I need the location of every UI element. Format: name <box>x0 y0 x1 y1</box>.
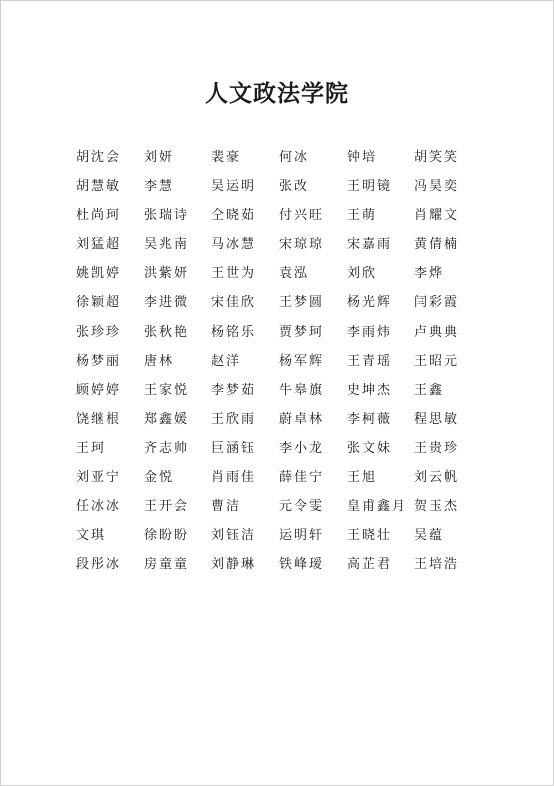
student-name: 马冰慧 <box>211 237 257 253</box>
student-name: 宋佳欣 <box>211 295 257 311</box>
student-name: 吴运明 <box>211 179 257 195</box>
student-name: 胡笑笑 <box>414 150 460 165</box>
student-name: 李进微 <box>144 295 190 311</box>
student-name: 程思敏 <box>414 411 460 427</box>
student-name: 王旭 <box>347 470 378 486</box>
student-name: 裴豪 <box>211 150 242 165</box>
student-name: 李梦茹 <box>211 382 257 398</box>
student-name: 刘猛超 <box>76 237 122 253</box>
student-name: 齐志帅 <box>144 440 190 456</box>
student-name: 蔚卓林 <box>279 411 325 427</box>
student-name: 元令雯 <box>279 499 325 515</box>
student-name: 唐林 <box>144 353 175 369</box>
student-name: 肖雨佳 <box>211 470 257 486</box>
student-name: 吴蕴 <box>414 528 445 544</box>
student-name: 饶继根 <box>76 411 122 427</box>
student-name: 薛佳宁 <box>279 470 325 486</box>
student-name: 王梦圆 <box>279 295 325 311</box>
student-name: 杨铭乐 <box>211 324 257 340</box>
student-name: 宋琼琼 <box>279 237 325 253</box>
student-name: 刘静琳 <box>211 557 257 573</box>
student-name: 李小龙 <box>279 440 325 456</box>
student-name: 刘妍 <box>144 150 175 165</box>
student-name: 顾婷婷 <box>76 382 122 398</box>
student-name: 胡慧敏 <box>76 179 122 195</box>
student-name: 洪紫妍 <box>144 266 190 282</box>
student-name: 杜尚珂 <box>76 208 122 224</box>
student-name: 李雨炜 <box>347 324 393 340</box>
student-name: 王珂 <box>76 440 107 456</box>
student-name: 任冰冰 <box>76 499 122 515</box>
student-name: 刘欣 <box>347 266 378 282</box>
student-name: 杨军辉 <box>279 353 325 369</box>
student-name: 贾梦珂 <box>279 324 325 340</box>
student-name: 房童童 <box>144 557 190 573</box>
student-name: 巨涵钰 <box>211 440 257 456</box>
student-name: 刘云帆 <box>414 470 460 486</box>
student-name: 皇甫鑫月 <box>347 499 408 515</box>
student-name: 王晓壮 <box>347 528 393 544</box>
student-name: 王培浩 <box>414 557 460 573</box>
student-name: 徐盼盼 <box>144 528 190 544</box>
student-name: 牛皋旗 <box>279 382 325 398</box>
student-name: 段彤冰 <box>76 557 122 573</box>
student-name: 高芷君 <box>347 557 393 573</box>
student-name: 铁峰瑷 <box>279 557 325 573</box>
student-name: 付兴旺 <box>279 208 325 224</box>
student-name: 曹洁 <box>211 499 242 515</box>
student-name: 李柯薇 <box>347 411 393 427</box>
student-name: 刘钰洁 <box>211 528 257 544</box>
student-name: 吴兆南 <box>144 237 190 253</box>
student-name: 李烨 <box>414 266 445 282</box>
student-name: 王欣雨 <box>211 411 257 427</box>
student-name: 王鑫 <box>414 382 445 398</box>
student-name: 杨光辉 <box>347 295 393 311</box>
student-name: 李慧 <box>144 179 175 195</box>
student-name: 张改 <box>279 179 310 195</box>
student-name: 王家悦 <box>144 382 190 398</box>
student-name: 何冰 <box>279 150 310 165</box>
student-name: 王青瑶 <box>347 353 393 369</box>
student-name: 贺玉杰 <box>414 499 460 515</box>
student-name: 闫彩霞 <box>414 295 460 311</box>
student-name: 冯昊奕 <box>414 179 460 195</box>
student-name: 文琪 <box>76 528 107 544</box>
student-name: 王明镜 <box>347 179 393 195</box>
student-name: 宋嘉雨 <box>347 237 393 253</box>
student-name: 黄倩楠 <box>414 237 460 253</box>
student-name: 张文妹 <box>347 440 393 456</box>
student-name: 张珍珍 <box>76 324 122 340</box>
student-name: 杨梦丽 <box>76 353 122 369</box>
student-name: 张秋艳 <box>144 324 190 340</box>
student-name: 卢典典 <box>414 324 460 340</box>
student-name: 郑鑫媛 <box>144 411 190 427</box>
student-name: 史坤杰 <box>347 382 393 398</box>
student-name: 刘亚宁 <box>76 470 122 486</box>
student-name: 王开会 <box>144 499 190 515</box>
student-name: 赵洋 <box>211 353 242 369</box>
student-name: 王贵珍 <box>414 440 460 456</box>
page-title: 人文政法学院 <box>205 80 349 107</box>
student-name: 姚凯婷 <box>76 266 122 282</box>
student-name: 王昭元 <box>414 353 460 369</box>
student-name: 王世为 <box>211 266 257 282</box>
student-name: 张瑞诗 <box>144 208 190 224</box>
student-name: 运明轩 <box>279 528 325 544</box>
student-name: 袁泓 <box>279 266 310 282</box>
student-name: 胡沈会 <box>76 150 122 165</box>
student-name: 王萌 <box>347 208 378 224</box>
student-name: 肖耀文 <box>414 208 460 224</box>
student-name: 徐颖超 <box>76 295 122 311</box>
student-name: 金悦 <box>144 470 175 486</box>
student-name: 仝晓茹 <box>211 208 257 224</box>
student-name: 钟培 <box>347 150 378 165</box>
